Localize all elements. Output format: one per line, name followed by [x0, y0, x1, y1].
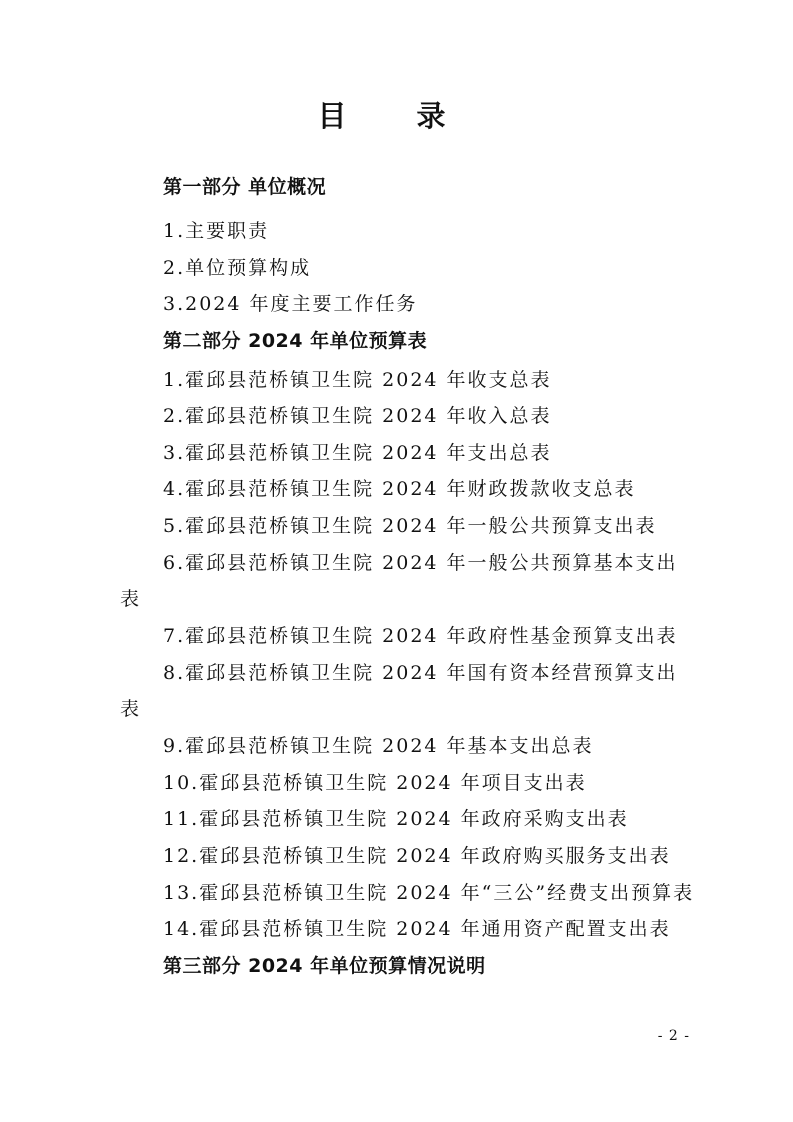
toc-entry[interactable]: 13.霍邱县范桥镇卫生院 2024 年“三公”经费支出预算表 [163, 882, 695, 904]
toc-entry[interactable]: 1.霍邱县范桥镇卫生院 2024 年收支总表 [163, 369, 552, 391]
toc-part3-heading[interactable]: 第三部分 2024 年单位预算情况说明 [163, 955, 486, 977]
toc-entry[interactable]: 1.主要职责 [163, 220, 270, 242]
page-title: 目 录 [317, 99, 476, 133]
toc-part2-heading[interactable]: 第二部分 2024 年单位预算表 [163, 330, 428, 352]
toc-entry[interactable]: 9.霍邱县范桥镇卫生院 2024 年基本支出总表 [163, 735, 594, 757]
toc-entry-continuation[interactable]: 表 [120, 698, 142, 720]
toc-entry[interactable]: 5.霍邱县范桥镇卫生院 2024 年一般公共预算支出表 [163, 515, 657, 537]
toc-entry[interactable]: 2.霍邱县范桥镇卫生院 2024 年收入总表 [163, 405, 552, 427]
toc-entry[interactable]: 4.霍邱县范桥镇卫生院 2024 年财政拨款收支总表 [163, 478, 636, 500]
toc-entry[interactable]: 2.单位预算构成 [163, 257, 312, 279]
toc-entry[interactable]: 14.霍邱县范桥镇卫生院 2024 年通用资产配置支出表 [163, 918, 671, 940]
toc-entry-continuation[interactable]: 表 [120, 588, 142, 610]
page-number: - 2 - [657, 1028, 690, 1044]
toc-entry[interactable]: 10.霍邱县范桥镇卫生院 2024 年项目支出表 [163, 772, 587, 794]
toc-entry[interactable]: 12.霍邱县范桥镇卫生院 2024 年政府购买服务支出表 [163, 845, 671, 867]
toc-part1-heading[interactable]: 第一部分 单位概况 [163, 176, 327, 198]
toc-entry[interactable]: 3.霍邱县范桥镇卫生院 2024 年支出总表 [163, 442, 552, 464]
toc-entry[interactable]: 6.霍邱县范桥镇卫生院 2024 年一般公共预算基本支出 [163, 552, 678, 574]
toc-entry[interactable]: 7.霍邱县范桥镇卫生院 2024 年政府性基金预算支出表 [163, 625, 678, 647]
toc-entry[interactable]: 11.霍邱县范桥镇卫生院 2024 年政府采购支出表 [163, 808, 629, 830]
toc-entry[interactable]: 8.霍邱县范桥镇卫生院 2024 年国有资本经营预算支出 [163, 662, 678, 684]
toc-entry[interactable]: 3.2024 年度主要工作任务 [163, 293, 418, 315]
